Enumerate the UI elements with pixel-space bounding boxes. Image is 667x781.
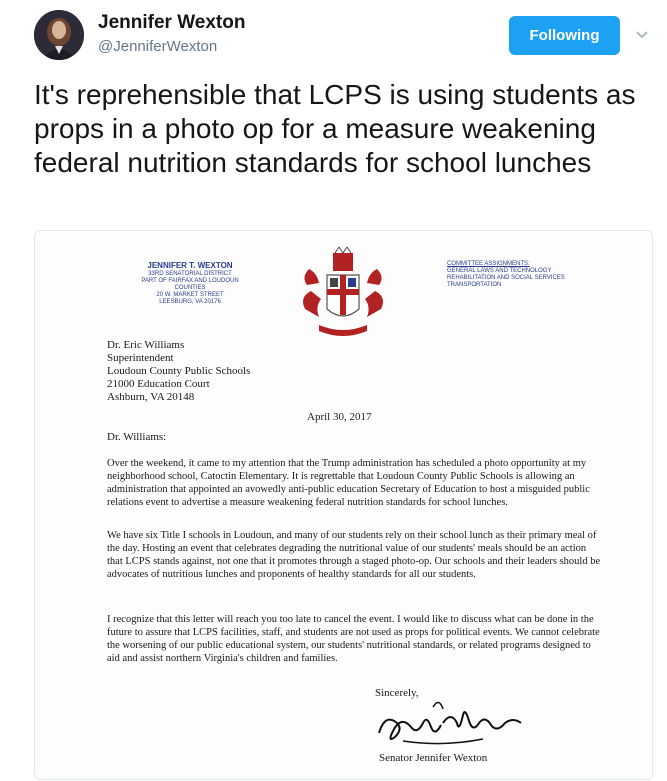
address-line: 21000 Education Court <box>107 378 210 390</box>
letter-closing: Sincerely, <box>375 687 419 699</box>
letterhead-left <box>125 261 255 306</box>
author-handle[interactable]: @JenniferWexton <box>98 38 218 55</box>
letter-paragraph: I recognize that this letter will reach you too late to cancel the event. I would like to discuss what can be done in the future to assure that LCPS facilities, staff, and students are not used as props for political events. We cannot celebrate the worsening of our public educational system, our students' nutritional standards, or related programs designed to aid and assist northern Virginia's children and families. <box>107 614 600 664</box>
salutation: Dr. Williams: <box>107 431 167 443</box>
letterhead-line: PART OF FAIRFAX AND LOUDOUN COUNTIES <box>141 278 239 291</box>
letter-image[interactable] <box>34 230 653 780</box>
committee-heading: COMMITTEE ASSIGNMENTS: <box>447 261 530 267</box>
committee-line: REHABILITATION AND SOCIAL SERVICES <box>447 275 565 281</box>
signature <box>373 693 525 749</box>
author-name[interactable]: Jennifer Wexton <box>98 12 246 33</box>
letterhead-name: JENNIFER T. WEXTON <box>147 261 233 270</box>
committee-line: GENERAL LAWS AND TECHNOLOGY <box>447 268 552 274</box>
avatar[interactable] <box>34 10 84 60</box>
letter-date: April 30, 2017 <box>307 411 372 423</box>
letterhead-line: LEESBURG, VA 20176 <box>159 299 221 305</box>
address-line: Loudoun County Public Schools <box>107 365 251 377</box>
address-line: Dr. Eric Williams <box>107 339 185 351</box>
recipient-address <box>107 339 250 404</box>
letter-paragraph: Over the weekend, it came to my attention that the Trump administration has scheduled a photo opportunity at my neighborhood school, Catoctin Elementary. It is regrettable that Loudoun County Public Schools is allowing an administration that appointed an avowedly anti-public education Secretary of Education to host a misguided public relations event to advertise a measure weakening federal nutrition standards for school lunches. <box>107 458 590 508</box>
address-line: Ashburn, VA 20148 <box>107 391 195 403</box>
following-button[interactable]: Following <box>509 16 620 55</box>
address-line: Superintendent <box>107 352 174 364</box>
letterhead-line: 33RD SENATORIAL DISTRICT <box>148 271 232 277</box>
signer-name: Senator Jennifer Wexton <box>379 752 488 764</box>
tweet-text: It's reprehensible that LCPS is using students as props in a photo op for a measure weakening federal nutrition standards for school lunches <box>34 79 636 178</box>
letter-paragraph: We have six Title I schools in Loudoun, and many of our students rely on their school lunch as their primary meal of the day. Hosting an event that celebrates degrading the nutritional value of our students' meals should be an action that LCPS stands against, not one that it promotes through a staged photo-op. Our schools and their leaders should be advocates of nutritious lunches and proponents of healthy standards for all our students. <box>107 530 601 580</box>
chevron-down-icon[interactable] <box>634 26 650 42</box>
letterhead-right <box>447 261 587 289</box>
letterhead-line: 20 W. MARKET STREET <box>156 292 224 298</box>
committee-line: TRANSPORTATION <box>447 282 502 288</box>
virginia-senate-seal <box>297 247 389 343</box>
